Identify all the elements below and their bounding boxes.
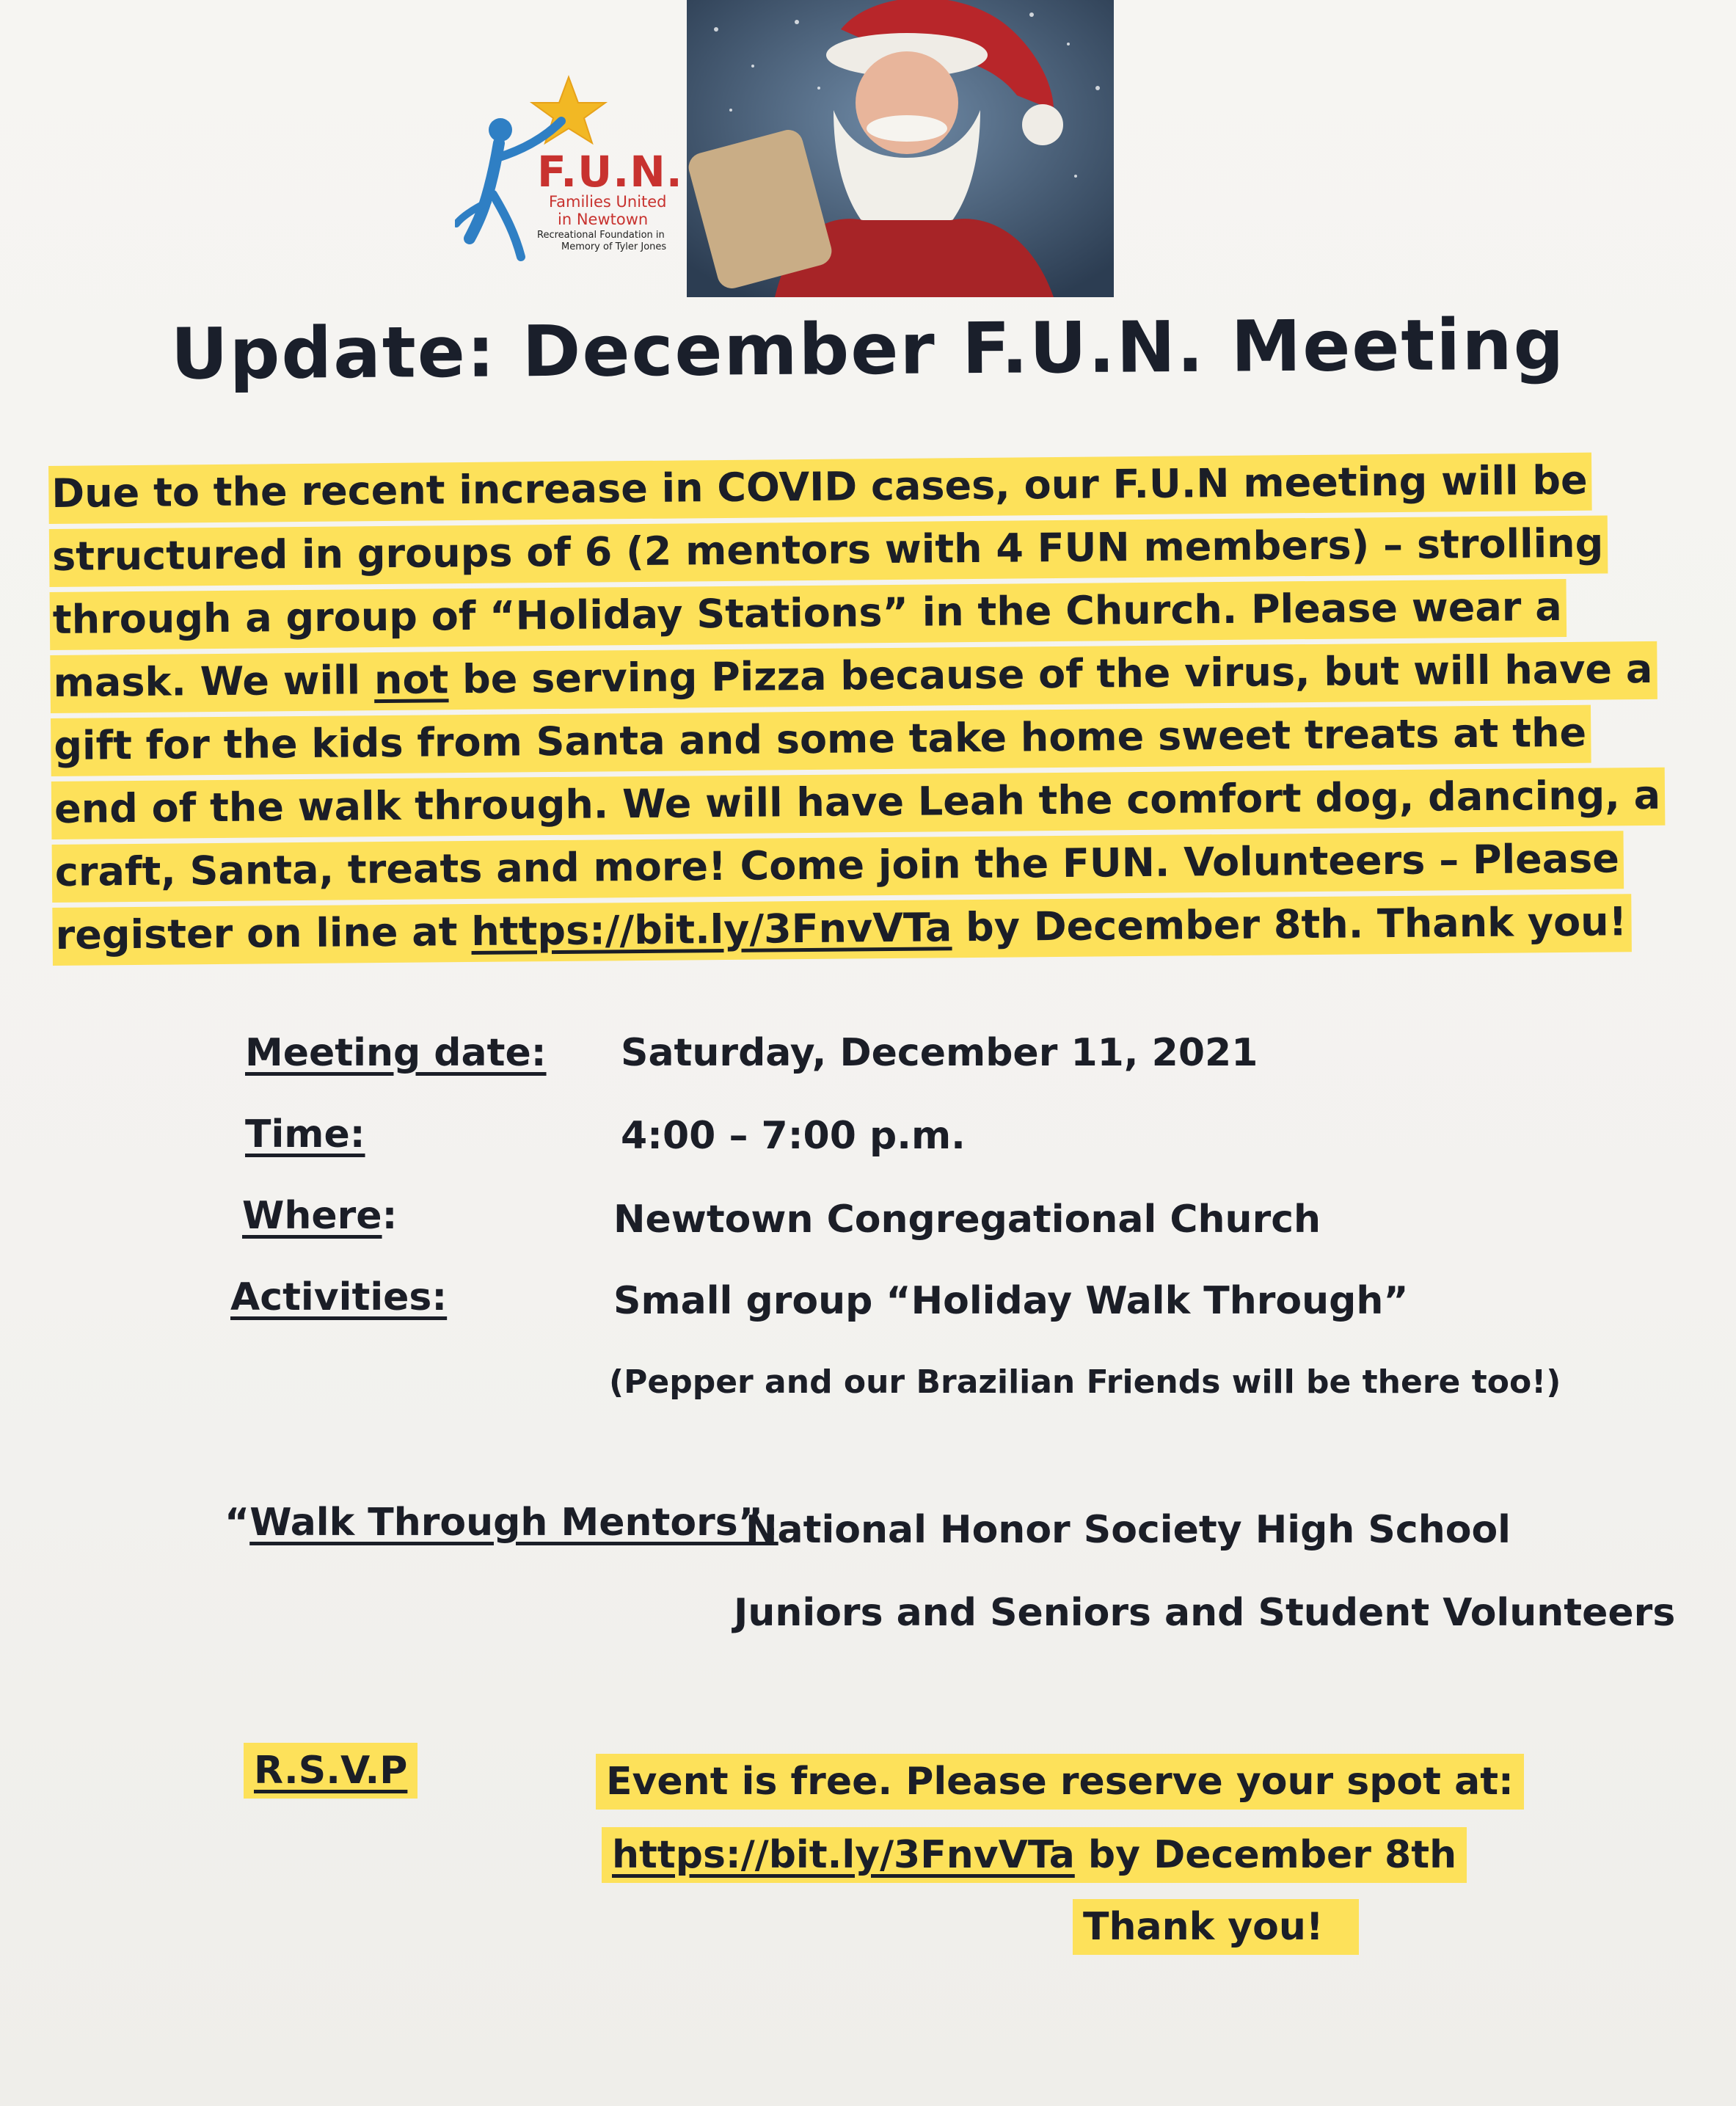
mentors-value-1: National Honor Society High School bbox=[745, 1508, 1511, 1552]
logo-line-2: in Newtown bbox=[558, 211, 649, 228]
mentors-value-2: Juniors and Seniors and Student Volunteers bbox=[734, 1591, 1676, 1635]
rsvp-deadline: by December 8th bbox=[1074, 1833, 1457, 1877]
mentors-label-wrap bbox=[225, 1501, 778, 1545]
fun-logo bbox=[455, 70, 683, 268]
paragraph-line-text: mask. We will bbox=[53, 657, 375, 706]
paragraph-line-text: gift for the kids from Santa and some take home sweet treats at the bbox=[51, 705, 1591, 776]
rsvp-link[interactable]: https://bit.ly/3FnvVTa bbox=[612, 1833, 1075, 1877]
meeting-date-label: Meeting date: bbox=[245, 1031, 547, 1075]
santa-icon bbox=[687, 0, 1114, 297]
logo-line-3: Recreational Foundation in bbox=[537, 230, 665, 241]
logo-acronym: F.U.N. bbox=[537, 147, 683, 197]
paragraph-line bbox=[52, 889, 1715, 967]
meeting-date-value: Saturday, December 11, 2021 bbox=[621, 1031, 1258, 1075]
page-title: Update: December F.U.N. Meeting bbox=[170, 303, 1566, 396]
rsvp-thanks: Thank you! bbox=[1073, 1899, 1359, 1955]
logo-line-1: Families United bbox=[549, 193, 667, 211]
registration-link[interactable]: https://bit.ly/3FnvVTa bbox=[471, 904, 952, 955]
santa-photo bbox=[687, 0, 1114, 297]
mentors-label: Walk Through Mentors”: bbox=[249, 1501, 778, 1545]
rsvp-line-1: Event is free. Please reserve your spot at: bbox=[596, 1754, 1524, 1810]
mentors-open-quote: “ bbox=[225, 1501, 250, 1545]
paragraph-line-text: by December 8th. Thank you! bbox=[952, 898, 1627, 951]
paragraph-line-text: Due to the recent increase in COVID cases, our F.U.N meeting will be bbox=[48, 453, 1592, 524]
where-colon: : bbox=[382, 1194, 398, 1238]
emphasis-not: not bbox=[373, 656, 449, 704]
activities-label: Activities: bbox=[230, 1275, 448, 1319]
paragraph-line-text: structured in groups of 6 (2 mentors with 4 FUN members) – strolling bbox=[49, 515, 1608, 587]
time-value: 4:00 – 7:00 p.m. bbox=[621, 1114, 966, 1158]
paragraph-line-text: register on line at bbox=[55, 908, 472, 958]
paragraph-line-text: be serving Pizza because of the virus, but will have a bbox=[448, 645, 1653, 703]
paragraph-line-text: end of the walk through. We will have Leah the comfort dog, dancing, a bbox=[51, 768, 1666, 839]
activities-value: Small group “Holiday Walk Through” bbox=[613, 1279, 1409, 1323]
rsvp-line-2 bbox=[602, 1827, 1467, 1883]
activities-note: (Pepper and our Brazilian Friends will be there too!) bbox=[609, 1363, 1561, 1401]
where-label: Where bbox=[242, 1194, 382, 1238]
announcement-paragraph bbox=[48, 448, 1715, 967]
time-label: Time: bbox=[245, 1112, 365, 1156]
paragraph-line-text: craft, Santa, treats and more! Come join the FUN. Volunteers – Please bbox=[52, 831, 1624, 903]
paragraph-line-text: through a group of “Holiday Stations” in the Church. Please wear a bbox=[50, 579, 1567, 650]
where-label-wrap bbox=[242, 1194, 397, 1238]
where-value: Newtown Congregational Church bbox=[613, 1198, 1321, 1242]
rsvp-label: R.S.V.P bbox=[244, 1743, 417, 1799]
logo-line-4: Memory of Tyler Jones bbox=[561, 241, 667, 252]
